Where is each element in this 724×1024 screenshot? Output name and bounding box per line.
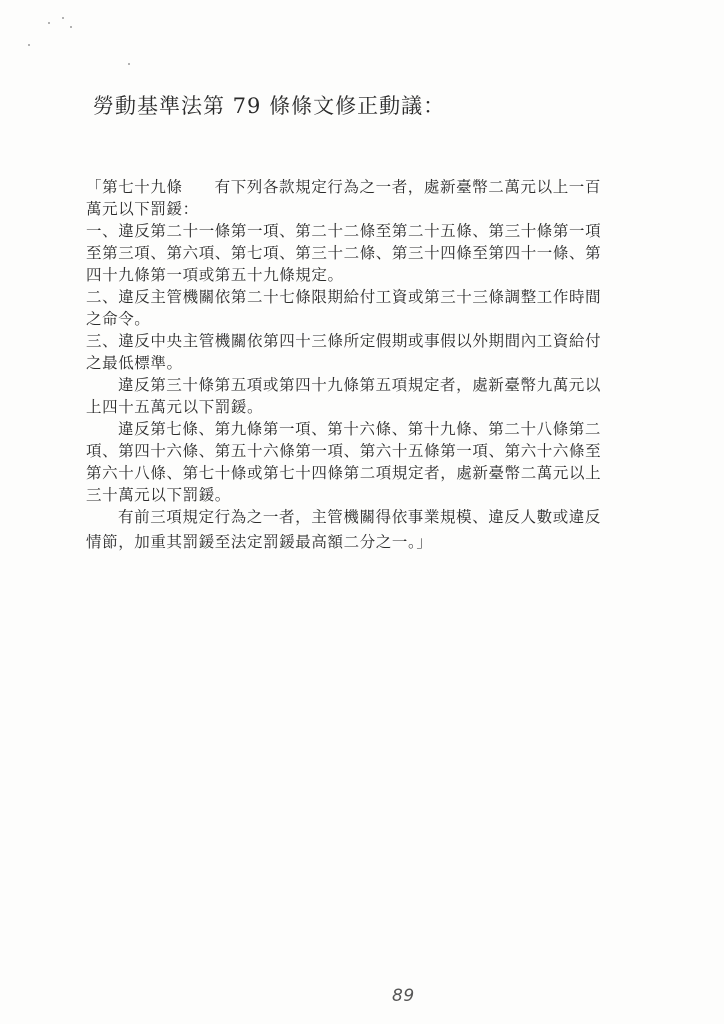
- article-line-4: 至第三項、第六項、第七項、第三十二條、第三十四條至第四十一條、第: [86, 244, 602, 262]
- article-number: 「第七十九條: [86, 178, 183, 196]
- scan-speck: [62, 17, 64, 19]
- scan-speck: [48, 22, 50, 24]
- article-line-16: 有前三項規定行為之一者，主管機關得依事業規模、違反人數或違反: [118, 508, 602, 526]
- article-line-text: 有下列各款規定行為之一者，處新臺幣二萬元以上一百: [214, 178, 602, 196]
- scan-speck: [128, 63, 130, 65]
- article-line-5: 四十九條第一項或第五十九條規定。: [86, 266, 344, 284]
- article-line-3: 一、違反第二十一條第一項、第二十二條至第二十五條、第三十條第一項: [86, 222, 602, 240]
- scan-speck: [28, 44, 30, 46]
- article-line-2: 萬元以下罰鍰：: [86, 200, 199, 218]
- page-number: 89: [392, 986, 415, 1006]
- article-line-1: [86, 176, 646, 198]
- article-line-7: 之命令。: [86, 310, 151, 328]
- article-line-12: 違反第七條、第九條第一項、第十六條、第十九條、第二十八條第二: [118, 420, 602, 438]
- document-title: 勞動基準法第 79 條條文修正動議：: [93, 94, 446, 118]
- article-line-10: 違反第三十條第五項或第四十九條第五項規定者，處新臺幣九萬元以: [118, 376, 602, 394]
- scan-speck: [70, 26, 72, 28]
- article-line-8: 三、違反中央主管機關依第四十三條所定假期或事假以外期間內工資給付: [86, 332, 602, 350]
- article-text: [86, 176, 646, 553]
- article-line-14: 第六十八條、第七十條或第七十四條第二項規定者，處新臺幣二萬元以上: [86, 464, 602, 482]
- article-line-11: 上四十五萬元以下罰鍰。: [86, 398, 264, 416]
- article-line-17: 情節，加重其罰鍰至法定罰鍰最高額二分之一。」: [86, 533, 433, 551]
- article-line-6: 二、違反主管機關依第二十七條限期給付工資或第三十三條調整工作時間: [86, 288, 602, 306]
- article-line-9: 之最低標準。: [86, 354, 183, 372]
- article-line-15: 三十萬元以下罰鍰。: [86, 486, 231, 504]
- article-line-13: 項、第四十六條、第五十六條第一項、第六十五條第一項、第六十六條至: [86, 442, 602, 460]
